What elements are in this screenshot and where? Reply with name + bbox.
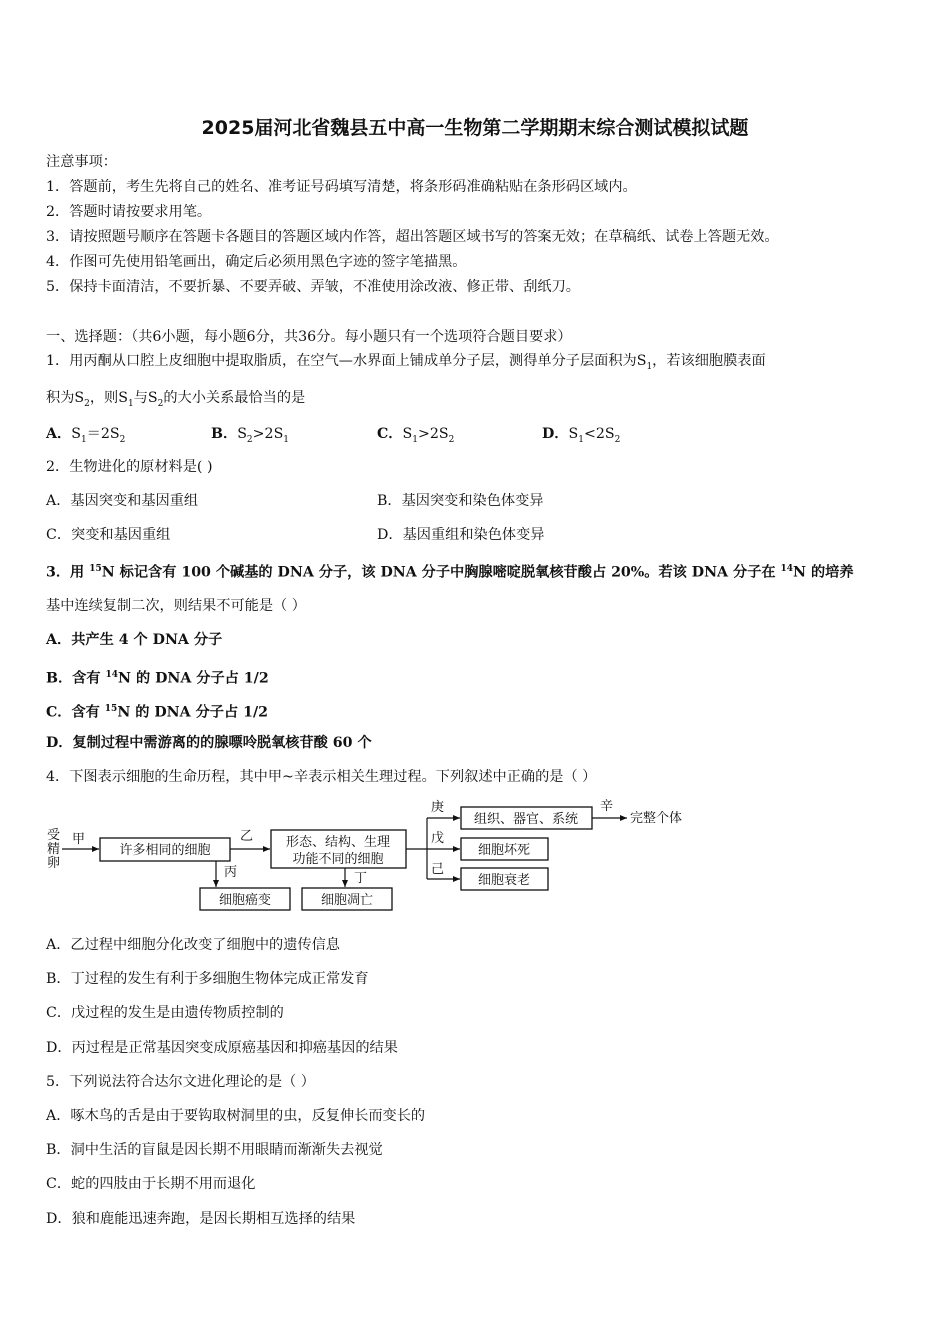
option-prefix: B．: [211, 426, 238, 442]
option-prefix: C．: [377, 426, 403, 442]
option-sub: 2: [246, 434, 253, 445]
q2-option-d[interactable]: D．基因重组和染色体变异: [377, 527, 545, 543]
box-apoptosis-label: 细胞凋亡: [320, 893, 374, 908]
label-start-2: 精: [47, 842, 61, 857]
notice-item: 1．答题前，考生先将自己的姓名、准考证号码填写清楚，将条形码准确粘贴在条形码区域内。: [46, 179, 637, 195]
q1-text: 积为S: [46, 390, 85, 406]
q5-option-b[interactable]: B．洞中生活的盲鼠是因长期不用眼睛而渐渐失去视觉: [46, 1142, 383, 1158]
option-text: >2S: [417, 426, 449, 442]
option-prefix: A．: [46, 426, 72, 442]
label-ji: 己: [431, 862, 445, 877]
notice-item: 4．作图可先使用铅笔画出，确定后必须用黑色字迹的签字笔描黑。: [46, 254, 467, 270]
option-text: B．含有: [46, 670, 106, 687]
box-differentiated-line2: 功能不同的细胞: [292, 852, 384, 867]
q1-text: ，则S: [89, 390, 128, 406]
q1-option-d[interactable]: [542, 424, 620, 450]
box-aging-label: 细胞衰老: [477, 873, 531, 888]
option-sub: 2: [614, 434, 621, 445]
q4-option-d[interactable]: D．丙过程是正常基因突变成原癌基因和抑癌基因的结果: [46, 1040, 398, 1056]
q4-option-a[interactable]: A．乙过程中细胞分化改变了细胞中的遗传信息: [46, 937, 340, 953]
question-2-stem: 2．生物进化的原材料是( ): [46, 459, 213, 475]
option-text: S: [402, 426, 413, 442]
question-3-stem-cont: 基中连续复制二次，则结果不可能是（ ）: [46, 598, 306, 614]
notice-item: 3．请按照题号顺序在答题卡各题目的答题区域内作答，超出答题区域书写的答案无效；在草稿纸、试卷上答题无效。: [46, 229, 779, 245]
page-title: 2025届河北省魏县五中高一生物第二学期期末综合测试模拟试题: [201, 117, 749, 139]
q1-sub: 1: [646, 361, 653, 372]
q3-option-a[interactable]: A．共产生 4 个 DNA 分子: [46, 632, 223, 648]
q3-text: N 标记含有 100 个碱基的 DNA 分子，该 DNA 分子中胸腺嘧啶脱氧核苷酸占 20%。若该 DNA 分子在: [101, 564, 781, 581]
option-text: N 的 DNA 分子占 1/2: [118, 670, 269, 687]
option-text: C．含有: [46, 704, 105, 721]
label-yi: 乙: [240, 829, 254, 844]
option-prefix: D．: [542, 426, 569, 442]
label-xin: 辛: [600, 799, 614, 814]
q1-text: 1．用丙酮从口腔上皮细胞中提取脂质，在空气—水界面上铺成单分子层，测得单分子层面积为S: [46, 353, 647, 369]
option-sup: 14: [105, 670, 119, 680]
q5-option-a[interactable]: A．啄木鸟的舌是由于要钩取树洞里的虫，反复伸长而变长的: [46, 1108, 426, 1124]
option-sub: 1: [283, 434, 290, 445]
q3-option-b[interactable]: [46, 665, 269, 689]
box-cancer-label: 细胞癌变: [218, 893, 272, 908]
question-1-stem: [46, 351, 766, 377]
question-4-stem: 4．下图表示细胞的生命历程，其中甲~辛表示相关生理过程。下列叙述中正确的是（ ）: [46, 769, 597, 785]
option-sup: 15: [104, 704, 118, 714]
q5-option-c[interactable]: C．蛇的四肢由于长期不用而退化: [46, 1176, 256, 1192]
option-text: <2S: [583, 426, 615, 442]
q1-sub: 1: [127, 398, 134, 409]
q1-option-a[interactable]: [46, 424, 125, 450]
q2-option-a[interactable]: A．基因突变和基因重组: [46, 493, 199, 509]
option-text: >2S: [252, 426, 284, 442]
option-sub: 2: [448, 434, 455, 445]
cell-life-history-diagram: [44, 797, 704, 917]
q3-sup: 15: [89, 564, 102, 574]
label-ding: 丁: [354, 871, 368, 886]
q2-option-b[interactable]: B．基因突变和染色体变异: [377, 493, 544, 509]
question-1-stem-cont: [46, 388, 305, 414]
q3-text: N 的培养: [793, 564, 854, 581]
label-jia: 甲: [72, 832, 86, 847]
q1-text: 与S: [133, 390, 158, 406]
notice-item: 5．保持卡面清洁，不要折暴、不要弄破、弄皱，不准使用涂改液、修正带、刮纸刀。: [46, 279, 580, 295]
q3-sup: 14: [780, 564, 794, 574]
label-bing: 丙: [224, 865, 238, 880]
label-whole-individual: 完整个体: [630, 811, 683, 826]
q4-option-b[interactable]: B．丁过程的发生有利于多细胞生物体完成正常发育: [46, 971, 369, 987]
q3-option-d[interactable]: D．复制过程中需游离的的腺嘌呤脱氧核苷酸 60 个: [46, 735, 372, 751]
label-wu: 戊: [431, 831, 445, 846]
label-geng: 庚: [431, 800, 445, 815]
q1-sub: 2: [84, 398, 90, 409]
notice-heading: 注意事项：: [46, 154, 117, 170]
q1-sub: 2: [157, 398, 164, 409]
q3-text: 3．用: [46, 564, 90, 581]
option-text: S: [237, 426, 247, 442]
question-5-stem: 5．下列说法符合达尔文进化理论的是（ ）: [46, 1074, 315, 1090]
q2-option-c[interactable]: C．突变和基因重组: [46, 527, 171, 543]
section-heading: 一、选择题：（共6小题，每小题6分，共36分。每小题只有一个选项符合题目要求）: [46, 329, 572, 345]
q1-option-c[interactable]: [377, 424, 454, 450]
notice-item: 2．答题时请按要求用笔。: [46, 204, 212, 220]
option-sub: 1: [80, 434, 87, 445]
option-sub: 1: [578, 434, 584, 445]
box-tissue-organ-system-label: 组织、器官、系统: [473, 812, 579, 827]
question-3-stem: [46, 559, 854, 583]
label-start-3: 卵: [47, 856, 61, 871]
box-necrosis-label: 细胞坏死: [477, 843, 531, 858]
q1-text: 的大小关系最恰当的是: [163, 390, 306, 406]
label-start-1: 受: [47, 828, 61, 843]
box-differentiated-line1: 形态、结构、生理: [285, 835, 391, 850]
option-text: N 的 DNA 分子占 1/2: [117, 704, 269, 721]
option-text: S: [71, 426, 81, 442]
q3-option-c[interactable]: [46, 699, 268, 723]
option-text: S: [568, 426, 579, 442]
option-sub: 1: [412, 434, 418, 445]
option-sub: 2: [119, 434, 126, 445]
q4-option-c[interactable]: C．戊过程的发生是由遗传物质控制的: [46, 1005, 284, 1021]
q5-option-d[interactable]: D．狼和鹿能迅速奔跑，是因长期相互选择的结果: [46, 1211, 356, 1227]
box-same-cells-label: 许多相同的细胞: [119, 843, 211, 858]
q1-option-b[interactable]: [211, 424, 289, 450]
option-text: ＝2S: [86, 426, 120, 442]
q1-text: ，若该细胞膜表面: [652, 353, 766, 369]
